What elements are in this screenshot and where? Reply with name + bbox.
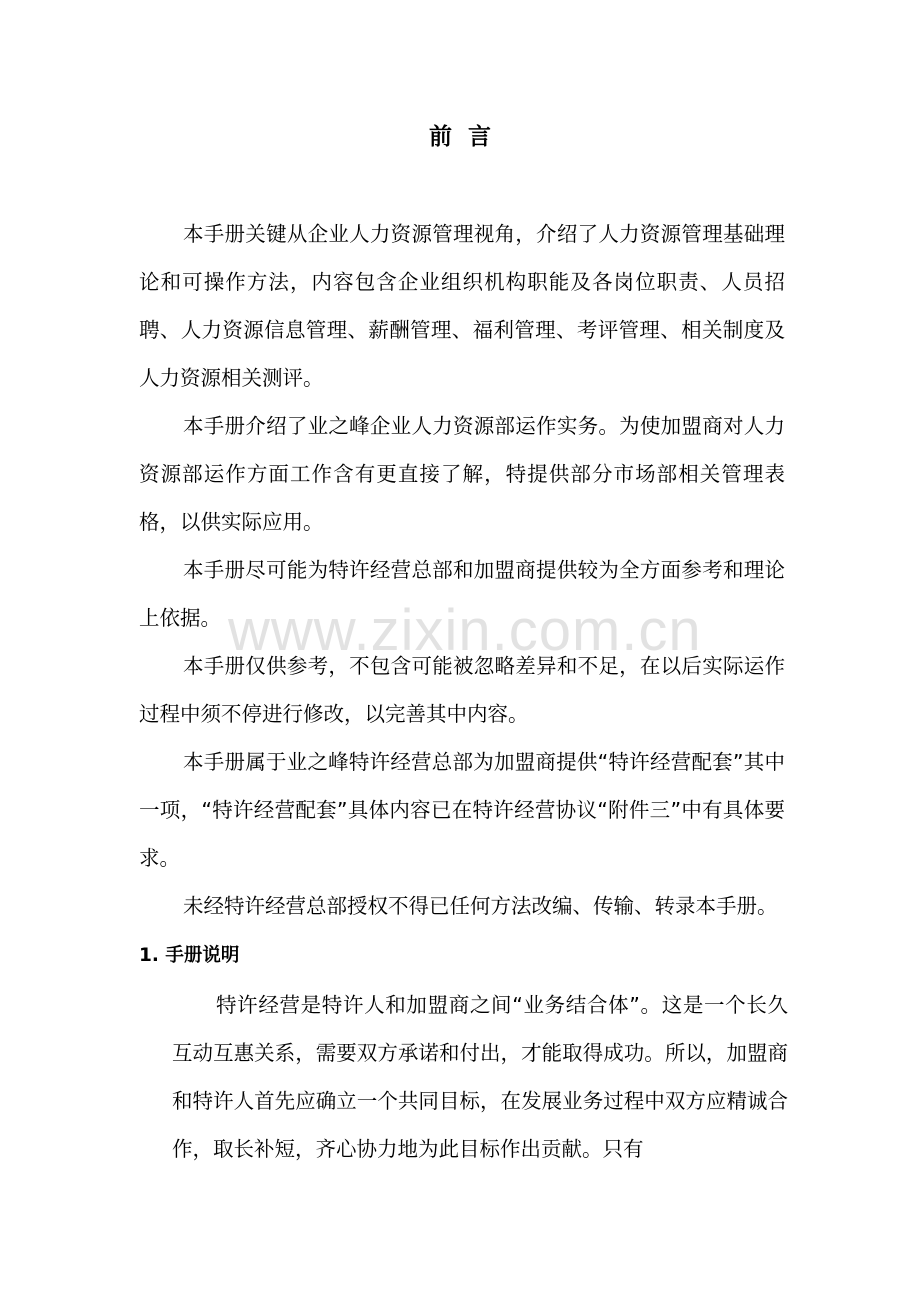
paragraph: 本手册尽可能为特许经营总部和加盟商提供较为全方面参考和理论上依据。 — [139, 558, 785, 630]
paragraph: 未经特许经营总部授权不得已任何方法改编、传输、转录本手册。 — [183, 894, 778, 918]
section-paragraph: 特许经营是特许人和加盟商之间“业务结合体”。这是一个长久互动互惠关系，需要双方承诺和付出，才能取得成功。所以，加盟商和特许人首先应确立一个共同目标，在发展业务过程中双方应精诚合作，取长补短，齐心协力地为此目标作出贡献。只有 — [172, 993, 788, 1161]
page-title: 前 言 — [428, 124, 491, 150]
paragraph: 本手册介绍了业之峰企业人力资源部运作实务。为使加盟商对人力资源部运作方面工作含有更直接了解，特提供部分市场部相关管理表格，以供实际应用。 — [139, 414, 785, 534]
paragraph: 本手册仅供参考，不包含可能被忽略差异和不足，在以后实际运作过程中须不停进行修改，以完善其中内容。 — [139, 654, 785, 726]
paragraph: 本手册属于业之峰特许经营总部为加盟商提供“特许经营配套”其中一项，“特许经营配套”具体内容已在特许经营协议“附件三”中有具体要求。 — [139, 750, 785, 870]
watermark: www.zixin.com.cn — [228, 598, 702, 663]
section-heading: 1. 手册说明 — [139, 945, 240, 966]
paragraph: 本手册关键从企业人力资源管理视角，介绍了人力资源管理基础理论和可操作方法，内容包含企业组织机构职能及各岗位职责、人员招聘、人力资源信息管理、薪酬管理、福利管理、考评管理、相关制度及人力资源相关测评。 — [139, 222, 785, 390]
